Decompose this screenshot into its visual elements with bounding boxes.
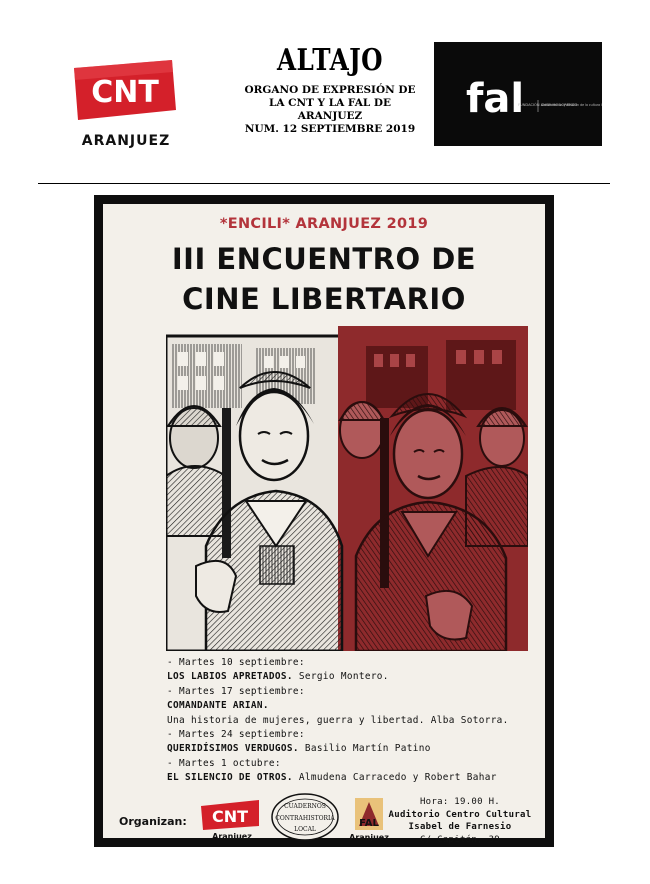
fal-mark-text: fal bbox=[466, 76, 525, 122]
org-cnt-city: Aranjuez bbox=[212, 832, 252, 840]
cm-line: CUADERNOS bbox=[284, 803, 326, 810]
org-fal-text: FAL bbox=[359, 818, 379, 829]
venue-info bbox=[385, 796, 535, 846]
event-time: Hora: 19.00 H. bbox=[419, 797, 501, 807]
cnt-logo-city: ARANJUEZ bbox=[81, 133, 171, 149]
fal-logo-mark-icon bbox=[434, 42, 602, 146]
film-title: QUERIDÍSIMOS VERDUGOS. bbox=[167, 743, 299, 755]
fal-small-right: Conservación y difusión de la cultura bbox=[541, 103, 601, 107]
cnt-badge-icon bbox=[68, 58, 180, 122]
film-director: Sergio Montero. bbox=[292, 671, 389, 683]
schedule-film bbox=[167, 742, 537, 756]
poster-paper bbox=[103, 204, 545, 845]
subtitle-line: LA CNT Y LA FAL DE bbox=[268, 97, 392, 109]
organizer-contrahistoria-logo bbox=[269, 792, 341, 842]
schedule-date: - Martes 17 septiembre: bbox=[167, 685, 305, 697]
schedule-film bbox=[167, 699, 537, 713]
cnt-badge-text: CNT bbox=[91, 75, 159, 110]
screening-schedule bbox=[167, 656, 537, 786]
militia-women-illustration bbox=[166, 326, 528, 651]
org-cnt-text: CNT bbox=[211, 807, 249, 826]
venue-address: C/ Capitán, 39 bbox=[419, 834, 501, 845]
cm-line: LOCAL bbox=[294, 826, 316, 833]
venue-name: Isabel de Farnesio bbox=[408, 822, 512, 832]
schedule-date: - Martes 10 septiembre: bbox=[167, 657, 305, 668]
venue-name: Auditorio Centro Cultural bbox=[388, 809, 532, 820]
film-description: Una historia de mujeres, guerra y libertad. Alba Sotorra. bbox=[167, 714, 509, 726]
org-fal-city: Aranjuez bbox=[349, 833, 389, 842]
masthead bbox=[230, 44, 430, 136]
schedule-date: - Martes 1 octubre: bbox=[167, 757, 281, 769]
film-director: Basilio Martín Patino bbox=[298, 743, 431, 755]
subtitle-line: ORGANO DE EXPRESIÓN DE bbox=[244, 84, 416, 96]
film-title: EL SILENCIO DE OTROS. bbox=[167, 772, 293, 784]
organizer-cnt-logo bbox=[199, 800, 261, 840]
schedule-date: - Martes 24 septiembre: bbox=[167, 729, 305, 741]
newsletter-subtitle bbox=[230, 84, 430, 136]
poster-title-line-2: CINE LIBERTARIO bbox=[182, 282, 466, 316]
fal-small-left: FUNDACIÓN ANSELMO LORENZO bbox=[518, 103, 577, 107]
fal-logo bbox=[434, 42, 602, 146]
cm-line: CONTRAHISTORIA bbox=[275, 815, 335, 822]
film-title: COMANDANTE ARIAN. bbox=[167, 700, 269, 712]
poster-title-line-1: III ENCUENTRO DE bbox=[171, 242, 477, 276]
film-title: LOS LABIOS APRETADOS. bbox=[167, 671, 293, 683]
schedule-film bbox=[167, 771, 537, 785]
schedule-film bbox=[167, 670, 537, 684]
film-poster bbox=[94, 195, 554, 847]
issue-line: NUM. 12 SEPTIEMBRE 2019 bbox=[244, 123, 416, 135]
organizers-label: Organizan: bbox=[119, 815, 187, 828]
poster-event-name: *ENCILI* ARANJUEZ 2019 bbox=[219, 216, 429, 232]
subtitle-line: ARANJUEZ bbox=[297, 110, 363, 122]
newsletter-title: ALTAJO bbox=[277, 43, 383, 78]
film-director: Almudena Carracedo y Robert Bahar bbox=[292, 772, 497, 784]
cnt-aranjuez-logo bbox=[68, 58, 180, 150]
header-divider bbox=[38, 183, 610, 184]
